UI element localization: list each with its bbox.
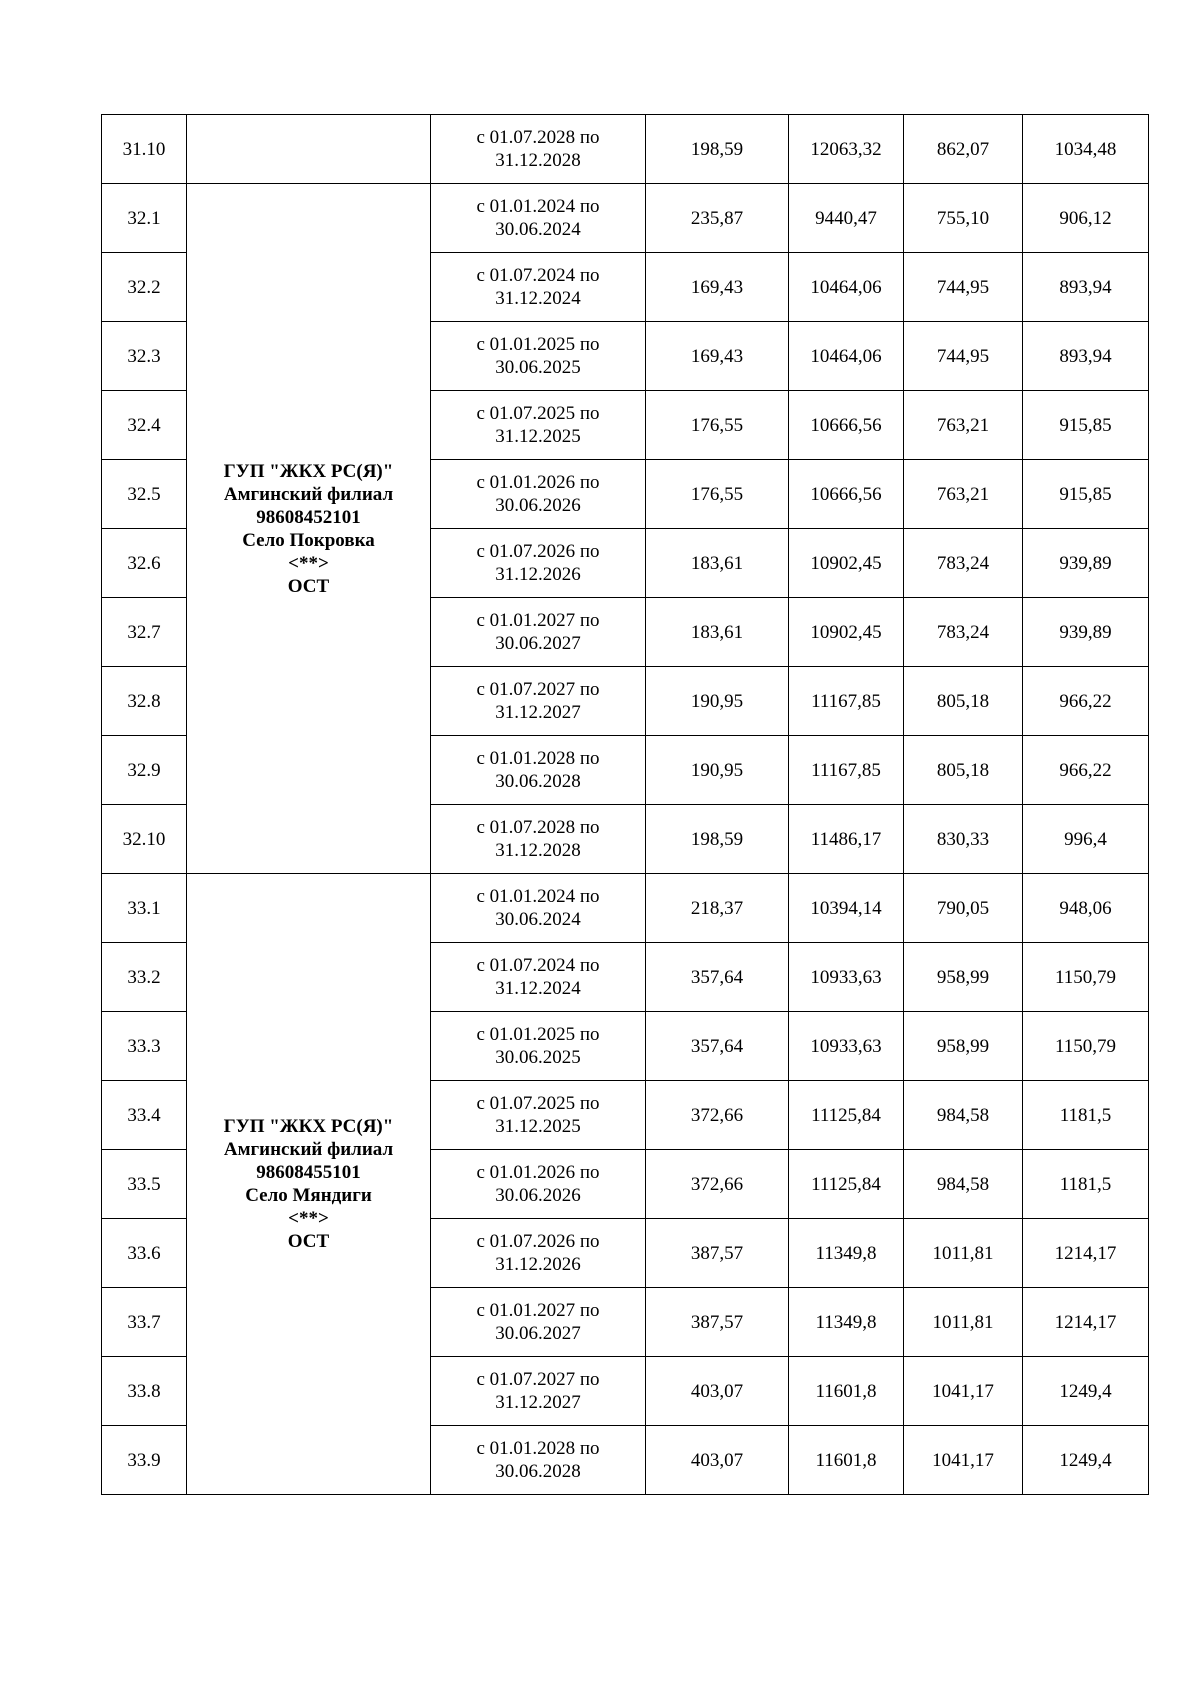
period-to: 30.06.2026: [495, 495, 581, 516]
organization-cell: [187, 184, 431, 874]
period-from: с 01.01.2025 по: [476, 1024, 600, 1045]
period-cell: [431, 874, 646, 943]
value-cell-v2: 12063,32: [789, 115, 904, 184]
row-number: 33.3: [102, 1012, 187, 1081]
value-cell-v4: 915,85: [1023, 460, 1149, 529]
value-cell-v4: 1034,48: [1023, 115, 1149, 184]
period-cell: [431, 460, 646, 529]
organization-line: Село Мяндиги: [245, 1185, 372, 1206]
row-number: 33.6: [102, 1219, 187, 1288]
value-cell-v4: 893,94: [1023, 253, 1149, 322]
value-cell-v1: 176,55: [646, 391, 789, 460]
organization-line: Село Покровка: [242, 529, 375, 551]
org-cell-empty: [187, 115, 431, 184]
period-to: 31.12.2027: [495, 1392, 581, 1413]
row-number: 32.3: [102, 322, 187, 391]
value-cell-v1: 387,57: [646, 1288, 789, 1357]
period-to: 30.06.2027: [495, 1323, 581, 1344]
row-number: 32.9: [102, 736, 187, 805]
period-to: 31.12.2027: [495, 702, 581, 723]
value-cell-v1: 372,66: [646, 1150, 789, 1219]
period-cell: [431, 1150, 646, 1219]
value-cell-v1: 183,61: [646, 529, 789, 598]
value-cell-v3: 763,21: [904, 391, 1023, 460]
value-cell-v3: 744,95: [904, 322, 1023, 391]
value-cell-v3: 958,99: [904, 943, 1023, 1012]
value-cell-v4: 996,4: [1023, 805, 1149, 874]
value-cell-v3: 1041,17: [904, 1357, 1023, 1426]
period-cell: [431, 253, 646, 322]
period-to: 31.12.2024: [495, 288, 581, 309]
period-cell: [431, 1081, 646, 1150]
period-to: 30.06.2025: [495, 357, 581, 378]
row-number: 32.8: [102, 667, 187, 736]
value-cell-v3: 830,33: [904, 805, 1023, 874]
value-cell-v3: 1041,17: [904, 1426, 1023, 1495]
value-cell-v4: 939,89: [1023, 529, 1149, 598]
row-number: 32.7: [102, 598, 187, 667]
period-from: с 01.07.2025 по: [476, 1093, 600, 1114]
organization-line: <**>: [288, 1208, 329, 1229]
row-number: 32.5: [102, 460, 187, 529]
period-from: с 01.01.2024 по: [476, 196, 600, 217]
value-cell-v3: 862,07: [904, 115, 1023, 184]
value-cell-v2: 10902,45: [789, 598, 904, 667]
value-cell-v2: 11349,8: [789, 1288, 904, 1357]
value-cell-v2: 10464,06: [789, 322, 904, 391]
value-cell-v4: 948,06: [1023, 874, 1149, 943]
period-from: с 01.01.2027 по: [476, 610, 600, 631]
value-cell-v2: 11125,84: [789, 1081, 904, 1150]
period-cell: [431, 667, 646, 736]
period-from: с 01.07.2025 по: [476, 403, 600, 424]
row-number: 32.6: [102, 529, 187, 598]
row-number: 32.4: [102, 391, 187, 460]
value-cell-v1: 198,59: [646, 805, 789, 874]
value-cell-v4: 1181,5: [1023, 1081, 1149, 1150]
table-row: [102, 184, 1149, 253]
period-cell: [431, 1288, 646, 1357]
value-cell-v1: 169,43: [646, 322, 789, 391]
value-cell-v4: 966,22: [1023, 667, 1149, 736]
value-cell-v3: 984,58: [904, 1081, 1023, 1150]
value-cell-v4: 1249,4: [1023, 1426, 1149, 1495]
value-cell-v2: 10902,45: [789, 529, 904, 598]
period-to: 30.06.2026: [495, 1185, 581, 1206]
row-number: 33.7: [102, 1288, 187, 1357]
organization-line: Амгинский филиал: [223, 1139, 394, 1160]
value-cell-v1: 403,07: [646, 1357, 789, 1426]
period-cell: [431, 322, 646, 391]
period-cell: [431, 1012, 646, 1081]
value-cell-v2: 10933,63: [789, 943, 904, 1012]
period-from: с 01.07.2024 по: [476, 265, 600, 286]
value-cell-v3: 755,10: [904, 184, 1023, 253]
organization-line: ОСТ: [287, 575, 330, 597]
row-number: 31.10: [102, 115, 187, 184]
value-cell-v3: 958,99: [904, 1012, 1023, 1081]
period-cell: [431, 391, 646, 460]
row-number: 33.4: [102, 1081, 187, 1150]
value-cell-v2: 11486,17: [789, 805, 904, 874]
period-cell: [431, 943, 646, 1012]
value-cell-v2: 11601,8: [789, 1357, 904, 1426]
period-cell: [431, 1426, 646, 1495]
period-to: 31.12.2028: [495, 840, 581, 861]
organization-line: ГУП "ЖКХ РС(Я)": [223, 460, 394, 482]
period-to: 30.06.2024: [495, 909, 581, 930]
value-cell-v1: 357,64: [646, 1012, 789, 1081]
value-cell-v1: 357,64: [646, 943, 789, 1012]
table-row: [102, 874, 1149, 943]
value-cell-v2: 11167,85: [789, 736, 904, 805]
value-cell-v2: 10394,14: [789, 874, 904, 943]
period-from: с 01.01.2024 по: [476, 886, 600, 907]
period-from: с 01.01.2028 по: [476, 1438, 600, 1459]
period-to: 30.06.2025: [495, 1047, 581, 1068]
value-cell-v4: 893,94: [1023, 322, 1149, 391]
period-to: 31.12.2025: [495, 1116, 581, 1137]
organization-line: 98608452101: [256, 506, 361, 528]
table-body: [102, 115, 1149, 1495]
organization-line: <**>: [288, 552, 329, 574]
value-cell-v4: 966,22: [1023, 736, 1149, 805]
value-cell-v4: 1249,4: [1023, 1357, 1149, 1426]
row-number: 32.10: [102, 805, 187, 874]
value-cell-v4: 915,85: [1023, 391, 1149, 460]
value-cell-v1: 387,57: [646, 1219, 789, 1288]
period-to: 30.06.2028: [495, 1461, 581, 1482]
value-cell-v3: 790,05: [904, 874, 1023, 943]
period-from: с 01.01.2027 по: [476, 1300, 600, 1321]
value-cell-v1: 218,37: [646, 874, 789, 943]
period-cell: [431, 1219, 646, 1288]
value-cell-v4: 1150,79: [1023, 1012, 1149, 1081]
value-cell-v3: 1011,81: [904, 1288, 1023, 1357]
row-number: 33.5: [102, 1150, 187, 1219]
value-cell-v2: 11167,85: [789, 667, 904, 736]
row-number: 33.2: [102, 943, 187, 1012]
organization-line: 98608455101: [256, 1162, 361, 1183]
period-to: 30.06.2028: [495, 771, 581, 792]
value-cell-v2: 10464,06: [789, 253, 904, 322]
period-from: с 01.07.2027 по: [476, 679, 600, 700]
period-cell: [431, 1357, 646, 1426]
period-cell: [431, 598, 646, 667]
period-from: с 01.07.2024 по: [476, 955, 600, 976]
period-from: с 01.07.2026 по: [476, 1231, 600, 1252]
period-to: 30.06.2027: [495, 633, 581, 654]
row-number: 32.1: [102, 184, 187, 253]
value-cell-v3: 783,24: [904, 529, 1023, 598]
organization-line: Амгинский филиал: [223, 483, 394, 505]
value-cell-v2: 10933,63: [789, 1012, 904, 1081]
value-cell-v3: 783,24: [904, 598, 1023, 667]
organization-cell: [187, 874, 431, 1495]
value-cell-v1: 198,59: [646, 115, 789, 184]
value-cell-v4: 906,12: [1023, 184, 1149, 253]
value-cell-v4: 1181,5: [1023, 1150, 1149, 1219]
organization-line: ОСТ: [287, 1231, 330, 1252]
value-cell-v1: 190,95: [646, 736, 789, 805]
value-cell-v2: 10666,56: [789, 460, 904, 529]
period-cell: [431, 736, 646, 805]
tariff-table: [101, 114, 1149, 1495]
value-cell-v1: 183,61: [646, 598, 789, 667]
period-cell: [431, 529, 646, 598]
value-cell-v3: 744,95: [904, 253, 1023, 322]
period-to: 31.12.2028: [495, 150, 581, 171]
value-cell-v1: 403,07: [646, 1426, 789, 1495]
value-cell-v4: 1214,17: [1023, 1288, 1149, 1357]
value-cell-v3: 1011,81: [904, 1219, 1023, 1288]
period-from: с 01.07.2028 по: [476, 817, 600, 838]
row-number: 33.9: [102, 1426, 187, 1495]
value-cell-v3: 984,58: [904, 1150, 1023, 1219]
period-from: с 01.01.2028 по: [476, 748, 600, 769]
row-number: 33.1: [102, 874, 187, 943]
period-from: с 01.01.2025 по: [476, 334, 600, 355]
value-cell-v2: 11349,8: [789, 1219, 904, 1288]
value-cell-v4: 1150,79: [1023, 943, 1149, 1012]
value-cell-v1: 372,66: [646, 1081, 789, 1150]
period-to: 31.12.2026: [495, 1254, 581, 1275]
period-to: 31.12.2026: [495, 564, 581, 585]
value-cell-v4: 1214,17: [1023, 1219, 1149, 1288]
period-cell: [431, 184, 646, 253]
period-to: 31.12.2024: [495, 978, 581, 999]
value-cell-v3: 763,21: [904, 460, 1023, 529]
value-cell-v4: 939,89: [1023, 598, 1149, 667]
value-cell-v2: 10666,56: [789, 391, 904, 460]
period-cell: [431, 805, 646, 874]
row-number: 33.8: [102, 1357, 187, 1426]
value-cell-v3: 805,18: [904, 736, 1023, 805]
value-cell-v1: 190,95: [646, 667, 789, 736]
value-cell-v2: 9440,47: [789, 184, 904, 253]
value-cell-v3: 805,18: [904, 667, 1023, 736]
period-from: с 01.07.2027 по: [476, 1369, 600, 1390]
value-cell-v1: 169,43: [646, 253, 789, 322]
period-from: с 01.01.2026 по: [476, 472, 600, 493]
value-cell-v2: 11601,8: [789, 1426, 904, 1495]
table-row: [102, 115, 1149, 184]
period-from: с 01.07.2026 по: [476, 541, 600, 562]
period-to: 31.12.2025: [495, 426, 581, 447]
organization-line: ГУП "ЖКХ РС(Я)": [223, 1116, 394, 1137]
value-cell-v1: 176,55: [646, 460, 789, 529]
row-number: 32.2: [102, 253, 187, 322]
value-cell-v2: 11125,84: [789, 1150, 904, 1219]
period-from: с 01.07.2028 по: [476, 127, 600, 148]
value-cell-v1: 235,87: [646, 184, 789, 253]
period-to: 30.06.2024: [495, 219, 581, 240]
period-from: с 01.01.2026 по: [476, 1162, 600, 1183]
period-cell: [431, 115, 646, 184]
